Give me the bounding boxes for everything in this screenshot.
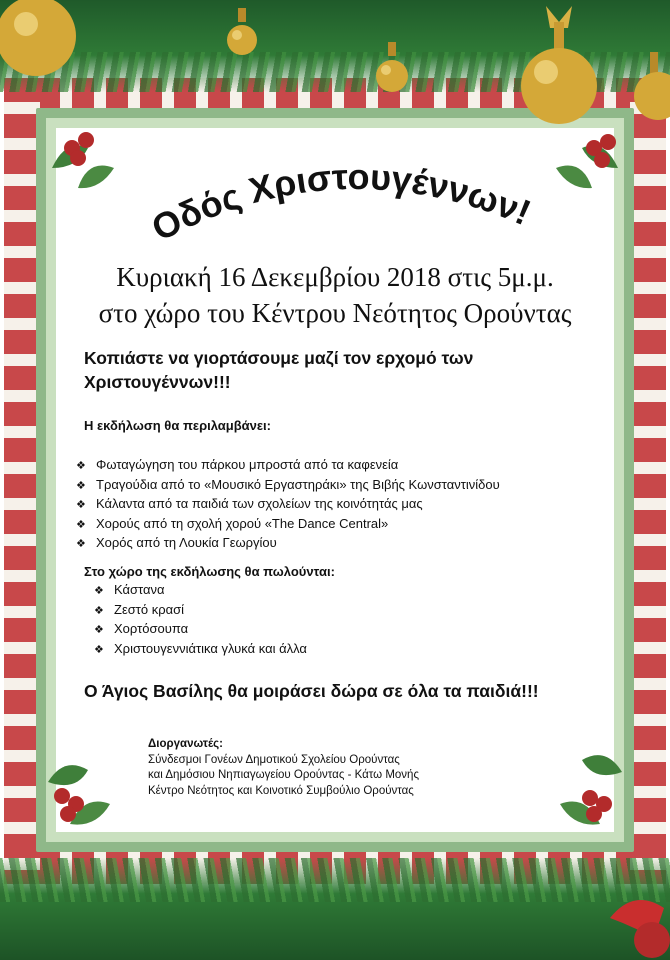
list-item: ❖ Χριστουγεννιάτικα γλυκά και άλλα: [94, 639, 307, 659]
organizer-line: Κέντρο Νεότητος και Κοινοτικό Συμβούλιο Ορούντας: [148, 784, 414, 797]
organizer-line: και Δημόσιου Νηπιαγωγείου Ορούντας - Κάτω Μονής: [148, 769, 419, 781]
list-item: ❖ Κάστανα: [94, 580, 307, 600]
holly-icon: [44, 752, 114, 828]
event-place: στο χώρο του Κέντρου Νεότητος Ορούντας: [98, 298, 572, 328]
holly-icon: [552, 128, 622, 194]
gold-ornament-icon: [372, 42, 412, 94]
bullet-icon: ❖: [76, 538, 86, 550]
list-item: ❖ Χορός από τη Λουκία Γεωργίου: [76, 533, 500, 553]
bullet-icon: ❖: [76, 499, 86, 511]
svg-text:Οδός Χριστουγέννων!: [145, 158, 537, 248]
sales-heading: Στο χώρο της εκδήλωσης θα πωλούνται:: [84, 564, 335, 579]
poster-title-text: Οδός Χριστουγέννων!: [144, 158, 537, 248]
program-list: [76, 455, 500, 553]
santa-announcement: Ο Άγιος Βασίλης θα μοιράσει δώρα σε όλα τα παιδιά!!!: [84, 681, 539, 701]
holly-icon: [556, 742, 626, 828]
red-ornament-icon: [604, 878, 670, 960]
list-item: ❖ Χορτόσουπα: [94, 619, 307, 639]
organizer-line: Σύνδεσμοι Γονέων Δημοτικού Σχολείου Ορούντας: [148, 753, 400, 766]
bullet-icon: ❖: [94, 585, 104, 597]
bullet-icon: ❖: [94, 624, 104, 636]
bullet-icon: ❖: [76, 460, 86, 472]
gold-ornament-icon: [224, 8, 260, 58]
organizers-heading: Διοργανωτές:: [148, 738, 223, 750]
sales-list: [94, 580, 307, 658]
bullet-icon: ❖: [94, 643, 104, 656]
intro-text: Κοπιάστε να γιορτάσουμε μαζί τον ερχομό των Χριστουγέννων!!!: [84, 348, 474, 392]
gold-ornament-icon: [628, 52, 670, 124]
striped-frame-left: [4, 78, 40, 884]
list-item: ❖ Φωταγώγηση του πάρκου μπροστά από τα καφενεία: [76, 455, 500, 475]
striped-frame-right: [630, 78, 666, 884]
event-date: Κυριακή 16 Δεκεμβρίου 2018 στις 5μ.μ.: [116, 262, 554, 292]
list-item: ❖ Τραγούδια από το «Μουσικό Εργαστηράκι» της Βιβής Κωνσταντινίδου: [76, 475, 500, 495]
program-heading: Η εκδήλωση θα περιλαμβάνει:: [84, 418, 272, 433]
gold-ornament-icon: [516, 0, 602, 126]
bullet-icon: ❖: [94, 604, 104, 617]
bullet-icon: ❖: [76, 518, 86, 531]
poster-title: [140, 158, 560, 248]
list-item: ❖ Ζεστό κρασί: [94, 600, 307, 620]
list-item: ❖ Χορούς από τη σχολή χορού «The Dance Central»: [76, 514, 500, 534]
gold-ornament-icon: [0, 0, 84, 84]
bullet-icon: ❖: [76, 479, 86, 492]
holly-icon: [48, 128, 118, 194]
pine-garland-bottom: [0, 858, 670, 960]
organizers-block: [148, 737, 508, 799]
list-item: ❖ Κάλαντα από τα παιδιά των σχολείων της κοινότητάς μας: [76, 494, 500, 514]
